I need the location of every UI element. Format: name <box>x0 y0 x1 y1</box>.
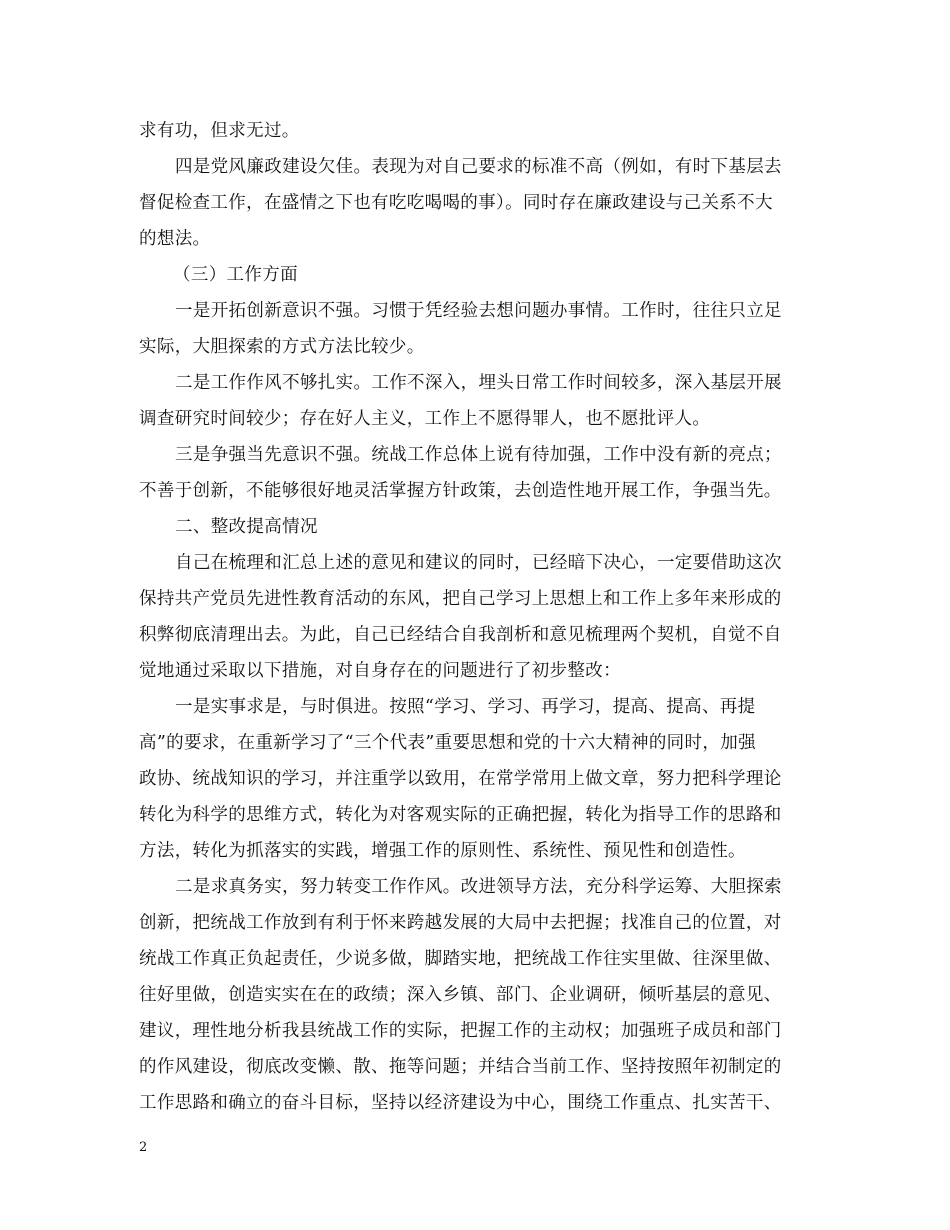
paragraph-start-line: 三是争强当先意识不强。统战工作总体上说有待加强，工作中没有新的亮点； <box>175 445 782 465</box>
text-line: 督促检查工作，在盛情之下也有吃吃喝喝的事）。同时存在廉政建设与己关系不大 <box>139 193 773 213</box>
paragraph-start-line: 四是党风廉政建设欠佳。表现为对自己要求的标准不高（例如，有时下基层去 <box>175 157 782 177</box>
text-line: 方法，转化为抓落实的实践，增强工作的原则性、系统性、预见性和创造性。 <box>139 841 746 861</box>
text-line: 的想法。 <box>139 229 211 249</box>
text-line: 保持共产党员先进性教育活动的东风，把自己学习上思想上和工作上多年来形成的 <box>139 589 782 609</box>
paragraph-start-line: 二是工作作风不够扎实。工作不深入，埋头日常工作时间较多，深入基层开展 <box>175 373 782 393</box>
text-line: 政协、统战知识的学习，并注重学以致用，在常学常用上做文章，努力把科学理论 <box>139 769 782 789</box>
text-line: 的作风建设，彻底改变懒、散、拖等问题；并结合当前工作、坚持按照年初制定的 <box>139 1057 782 1077</box>
page-number: 2 <box>139 1140 148 1155</box>
text-line: 统战工作真正负起责任，少说多做，脚踏实地，把统战工作往实里做、往深里做、 <box>139 949 782 969</box>
paragraph-start-line: 一是开拓创新意识不强。习惯于凭经验去想问题办事情。工作时，往往只立足 <box>175 301 782 321</box>
text-line: 高”的要求，在重新学习了“三个代表”重要思想和党的十六大精神的同时，加强 <box>139 733 756 753</box>
text-line: 调查研究时间较少；存在好人主义，工作上不愿得罪人，也不愿批评人。 <box>139 409 711 429</box>
paragraph-start-line: 二是求真务实，努力转变工作作风。改进领导方法，充分科学运筹、大胆探索 <box>175 877 782 897</box>
text-line: 不善于创新，不能够很好地灵活掌握方针政策，去创造性地开展工作，争强当先。 <box>139 481 782 501</box>
section-heading: （三）工作方面 <box>173 265 298 285</box>
text-line: 工作思路和确立的奋斗目标，坚持以经济建设为中心，围绕工作重点、扎实苦干、 <box>139 1093 782 1113</box>
text-line: 积弊彻底清理出去。为此，自己已经结合自我剖析和意见梳理两个契机，自觉不自 <box>139 625 782 645</box>
paragraph-start-line: 一是实事求是，与时俱进。按照“学习、学习、再学习，提高、提高、再提 <box>175 697 756 717</box>
section-heading: 二、整改提高情况 <box>175 517 318 537</box>
text-line: 觉地通过采取以下措施，对自身存在的问题进行了初步整改： <box>139 661 621 681</box>
text-line: 转化为科学的思维方式，转化为对客观实际的正确把握，转化为指导工作的思路和 <box>139 805 782 825</box>
paragraph-start-line: 自己在梳理和汇总上述的意见和建议的同时，已经暗下决心，一定要借助这次 <box>175 553 782 573</box>
text-line: 创新，把统战工作放到有利于怀来跨越发展的大局中去把握；找准自己的位置，对 <box>139 913 782 933</box>
text-line: 实际，大胆探索的方式方法比较少。 <box>139 337 425 357</box>
text-line: 往好里做，创造实实在在的政绩；深入乡镇、部门、企业调研，倾听基层的意见、 <box>139 985 782 1005</box>
text-line: 求有功，但求无过。 <box>139 121 300 141</box>
text-line: 建议，理性地分析我县统战工作的实际，把握工作的主动权；加强班子成员和部门 <box>139 1021 782 1041</box>
